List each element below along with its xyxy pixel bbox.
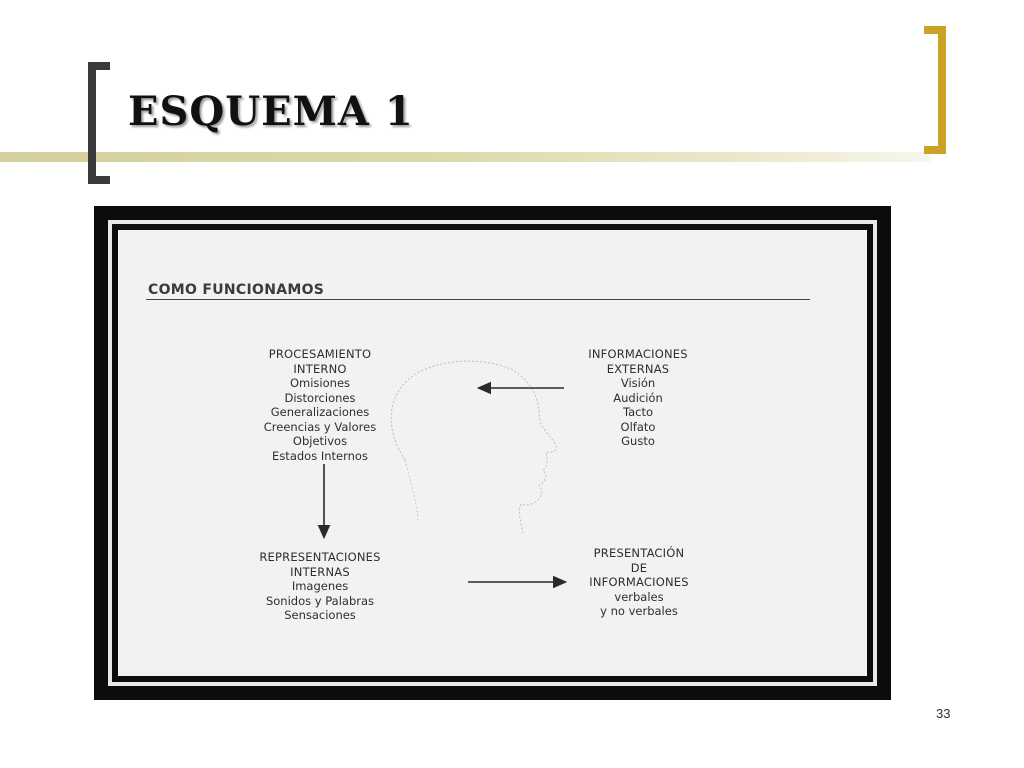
block-title-line: EXTERNAS [606, 361, 670, 376]
left-bracket-decoration [88, 62, 110, 184]
block-title-line: INFORMACIONES [589, 575, 689, 589]
list-item: y no verbales [600, 604, 678, 618]
block-title-line: REPRESENTACIONES [259, 550, 381, 564]
scanned-figure-frame [94, 206, 891, 700]
diagram-heading-rule [146, 299, 810, 300]
block-title-line: DE [630, 560, 648, 575]
list-item: verbales [614, 589, 664, 604]
right-bracket-decoration [924, 26, 946, 154]
page-number: 33 [936, 706, 951, 721]
head-silhouette-icon [391, 361, 556, 533]
procesamiento-interno-block [260, 347, 380, 463]
list-item: Gusto [621, 434, 655, 448]
list-item: Visión [620, 376, 656, 390]
informaciones-externas-block [578, 347, 698, 449]
scanned-diagram [118, 230, 867, 676]
title-underline-bar [0, 152, 930, 162]
list-item: Estados Internos [272, 448, 368, 463]
list-item: Objetivos [292, 434, 348, 448]
block-title-line: PROCESAMIENTO [268, 347, 372, 361]
list-item: Olfato [620, 419, 656, 434]
list-item: Audición [613, 390, 663, 405]
list-item: Distorciones [284, 390, 356, 405]
block-title-line: INTERNO [293, 361, 347, 376]
diagram-heading: COMO FUNCIONAMOS [148, 282, 325, 298]
list-item: Omisiones [289, 376, 351, 390]
list-item: Imagenes [291, 579, 349, 593]
list-item: Creencias y Valores [263, 419, 377, 434]
list-item: Generalizaciones [270, 405, 370, 419]
representaciones-internas-block [250, 550, 390, 623]
figure-inner-border [108, 220, 877, 686]
slide-title: ESQUEMA 1 [128, 88, 414, 135]
block-title-line: INTERNAS [290, 564, 350, 579]
list-item: Sonidos y Palabras [265, 593, 375, 608]
block-title-line: PRESENTACIÓN [593, 546, 685, 560]
block-title-line: INFORMACIONES [588, 347, 688, 361]
list-item: Tacto [622, 405, 654, 419]
presentacion-informaciones-block [574, 546, 704, 619]
list-item: Sensaciones [284, 608, 356, 622]
head-neck-line-icon [405, 460, 418, 520]
